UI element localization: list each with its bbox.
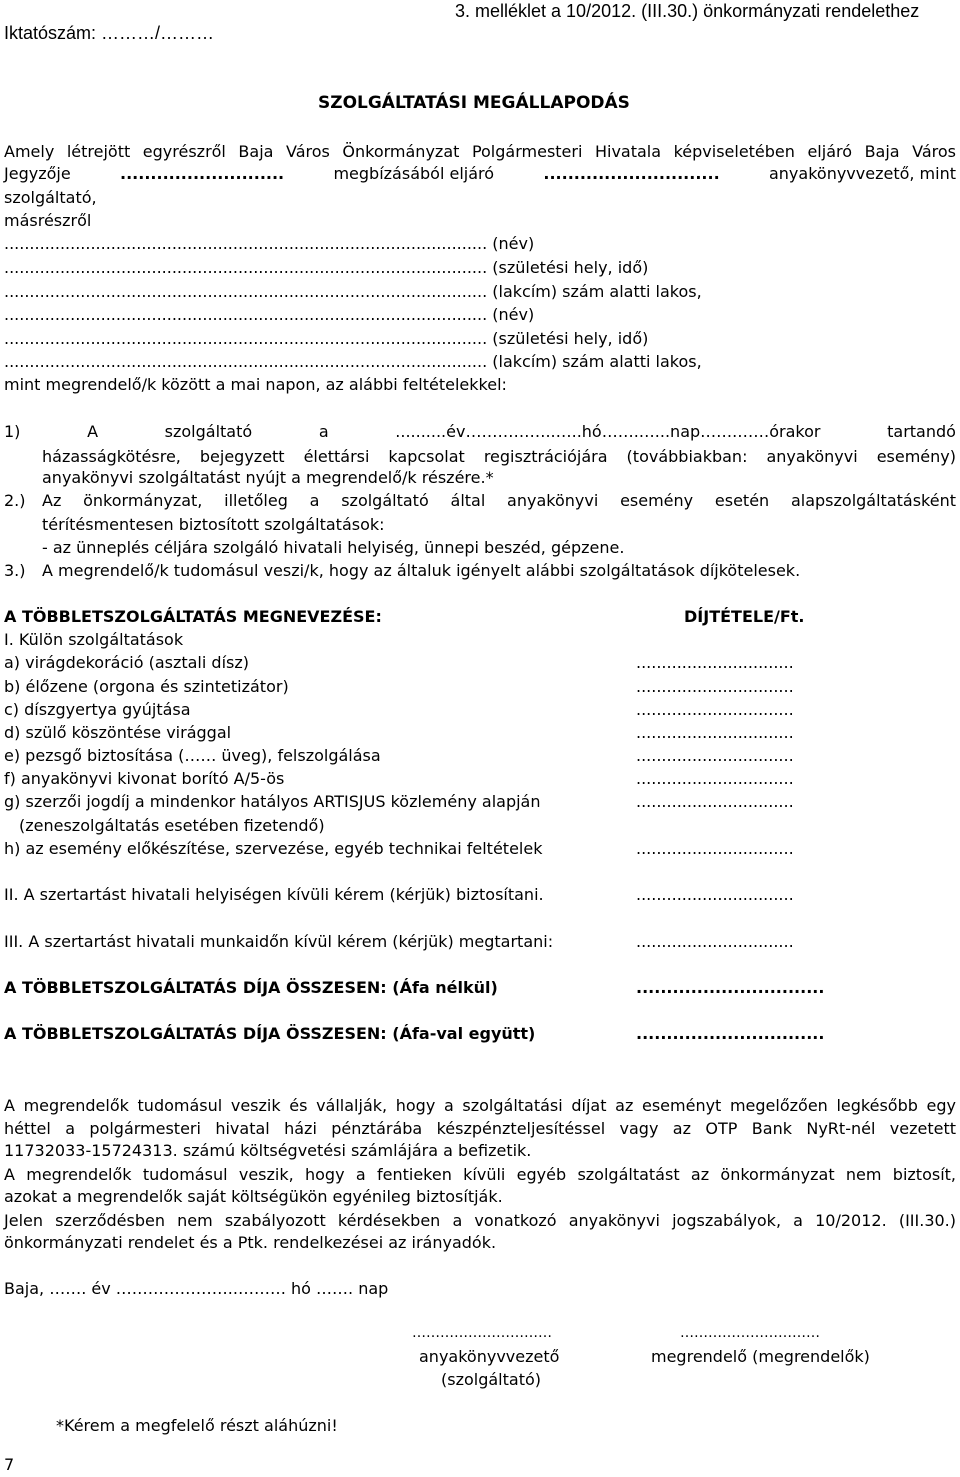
party-dots: ............................................................................................... (4, 234, 488, 253)
clause-1-word: ..........év……………..…..hó…….…...nap…….……órakor (395, 422, 821, 441)
annex-reference: 3. melléklet a 10/2012. (III.30.) önkormányzati rendelethez (455, 1, 920, 21)
clause-3-text: A megrendelő/k tudomásul veszi/k, hogy az általuk igényelt alábbi szolgáltatások díjkötelesek. (42, 561, 801, 580)
service-price-dots: ............................... (636, 839, 794, 858)
service-price-dots: ............................... (636, 700, 794, 719)
total-dots: ............................... (636, 978, 825, 997)
service-item: e) pezsgő biztosítása (…… üveg), felszolgálása (4, 746, 381, 765)
services-header-right: DÍJTÉTELE/Ft. (684, 607, 805, 626)
intro-line-2 (4, 166, 956, 182)
clause-2-line-2: térítésmentesen biztosított szolgáltatások: (42, 515, 385, 534)
service-price-dots: ............................... (636, 746, 794, 765)
service-price-dots: ............................... (636, 792, 794, 811)
clause-2-line-3: - az ünneplés céljára szolgáló hivatali helyiség, ünnepi beszéd, gépzene. (42, 538, 625, 557)
clause-1-word: A (87, 422, 99, 441)
service-item: h) az esemény előkészítése, szervezése, egyéb technikai feltételek (4, 839, 543, 858)
signature-left-label-2: (szolgáltató) (441, 1370, 541, 1389)
terms-p1-line-2: héttel a polgármesteri hivatal házi pénztárába készpénzteljesítéssel vagy az OTP Bank NyRt-nél vezetett (4, 1119, 956, 1138)
intro-line-3: szolgáltató, (4, 188, 97, 207)
services-header-left: A TÖBBLETSZOLGÁLTATÁS MEGNEVEZÉSE: (4, 607, 382, 626)
service-price-dots: ............................... (636, 653, 794, 672)
terms-p2-line-1: A megrendelők tudomásul veszik, hogy a fentieken kívüli egyéb szolgáltatást az önkormányzat nem biztosít, (4, 1165, 956, 1184)
total-without-vat: A TÖBBLETSZOLGÁLTATÁS DÍJA ÖSSZESEN: (Áfa nélkül) (4, 978, 498, 997)
service-item: a) virágdekoráció (asztali dísz) (4, 653, 249, 672)
page-number: 7 (4, 1455, 15, 1474)
clause-1-line-3: anyakönyvi szolgáltatást nyújt a megrendelő/k részére.* (42, 468, 494, 487)
party-label: (születési hely, idő) (492, 258, 649, 277)
services-section-3: III. A szertartást hivatali munkaidőn kívül kérem (kérjük) megtartani: (4, 932, 554, 951)
signature-left-label-1: anyakönyvvezető (419, 1347, 560, 1366)
service-price-dots: ............................... (636, 885, 794, 904)
signature-right-label: megrendelő (megrendelők) (651, 1347, 870, 1366)
intro-dots-1: ........................... (120, 164, 285, 183)
party-line (4, 284, 702, 300)
services-section-1: I. Külön szolgáltatások (4, 630, 184, 649)
party-line (4, 236, 534, 252)
clause-1-word: tartandó (887, 422, 956, 441)
footnote: *Kérem a megfelelő részt aláhúzni! (56, 1416, 338, 1435)
clause-1-word: a (318, 422, 329, 441)
party-label: (születési hely, idő) (492, 329, 649, 348)
parties-end: mint megrendelő/k között a mai napon, az alábbi feltételekkel: (4, 375, 507, 394)
party-line (4, 260, 648, 276)
service-item: f) anyakönyvi kivonat borító A/5-ös (4, 769, 285, 788)
service-price-dots: ............................... (636, 677, 794, 696)
date-line: Baja, ……. év …………………..……… hó ……. nap (4, 1279, 389, 1298)
service-price-dots: ............................... (636, 932, 794, 951)
service-item: g) szerzői jogdíj a mindenkor hatályos ARTISJUS közlemény alapján (4, 792, 541, 811)
registration-number: Iktatószám: ………/……… (4, 23, 215, 43)
party-label: (név) (492, 234, 535, 253)
service-price-dots: ............................... (636, 769, 794, 788)
document-title: SZOLGÁLTATÁSI MEGÁLLAPODÁS (318, 93, 630, 113)
service-item-continuation: (zeneszolgáltatás esetében fizetendő) (19, 816, 325, 835)
signature-left-dots: ………………………… (412, 1325, 552, 1341)
party-dots: ............................................................................................... (4, 305, 488, 324)
services-section-2: II. A szertartást hivatali helyiségen kívüli kérem (kérjük) biztosítani. (4, 885, 544, 904)
service-price-dots: ............................... (636, 723, 794, 742)
intro-line-1: Amely létrejött egyrészről Baja Város Önkormányzat Polgármesteri Hivatala képviseletében eljáró Baja Város (4, 142, 956, 161)
clause-1-line-1 (4, 424, 956, 440)
terms-p3-line-2: önkormányzati rendelet és a Ptk. rendelkezései az irányadók. (4, 1233, 497, 1252)
terms-p2-line-2: azokat a megrendelők saját költségükön egyénileg biztosítják. (4, 1187, 503, 1206)
clause-3-number: 3.) (4, 561, 26, 580)
intro-dots-2: ............................. (543, 164, 720, 183)
intro-jegyzo: Jegyzője (4, 164, 71, 183)
terms-p3-line-1: Jelen szerződésben nem szabályozott kérdésekben a vonatkozó anyakönyvi jogszabályok, a 10/2012. (III.30.) (4, 1211, 956, 1230)
clause-2-line-1: Az önkormányzat, illetőleg a szolgáltató által anyakönyvi esemény esetén alapszolgáltatásként (42, 491, 956, 510)
intro-anyakonyvvezeto: anyakönyvvezető, mint (768, 164, 956, 183)
party-label: (lakcím) szám alatti lakos, (492, 352, 702, 371)
intro-line-4: másrészről (4, 211, 92, 230)
signature-right-dots: ………………………… (680, 1325, 820, 1341)
party-dots: ............................................................................................... (4, 282, 488, 301)
clause-1-word: 1) (4, 422, 21, 441)
terms-p1-line-1: A megrendelők tudomásul veszik és vállalják, hogy a szolgáltatási díjat az eseményt megelőzően legkésőbb egy (4, 1096, 956, 1115)
party-label: (lakcím) szám alatti lakos, (492, 282, 702, 301)
total-dots: ............................... (636, 1024, 825, 1043)
service-item: d) szülő köszöntése virággal (4, 723, 232, 742)
intro-megbizas: megbízásából eljáró (333, 164, 495, 183)
party-dots: ............................................................................................... (4, 352, 488, 371)
party-line (4, 307, 534, 323)
party-line (4, 354, 702, 370)
terms-p1-line-3: 11732033-15724313. számú költségvetési számlájára a befizetik. (4, 1141, 532, 1160)
party-dots: ............................................................................................... (4, 258, 488, 277)
total-with-vat: A TÖBBLETSZOLGÁLTATÁS DÍJA ÖSSZESEN: (Áfa-val együtt) (4, 1024, 536, 1043)
clause-1-line-2: házasságkötésre, bejegyzett élettársi kapcsolat regisztrációjára (továbbiakban: anyakönyvi esemény) (42, 447, 956, 466)
clause-2-number: 2.) (4, 491, 26, 510)
service-item: c) díszgyertya gyújtása (4, 700, 191, 719)
party-dots: ............................................................................................... (4, 329, 488, 348)
clause-1-word: szolgáltató (164, 422, 253, 441)
party-label: (név) (492, 305, 535, 324)
party-line (4, 331, 648, 347)
service-item: b) élőzene (orgona és szintetizátor) (4, 677, 289, 696)
